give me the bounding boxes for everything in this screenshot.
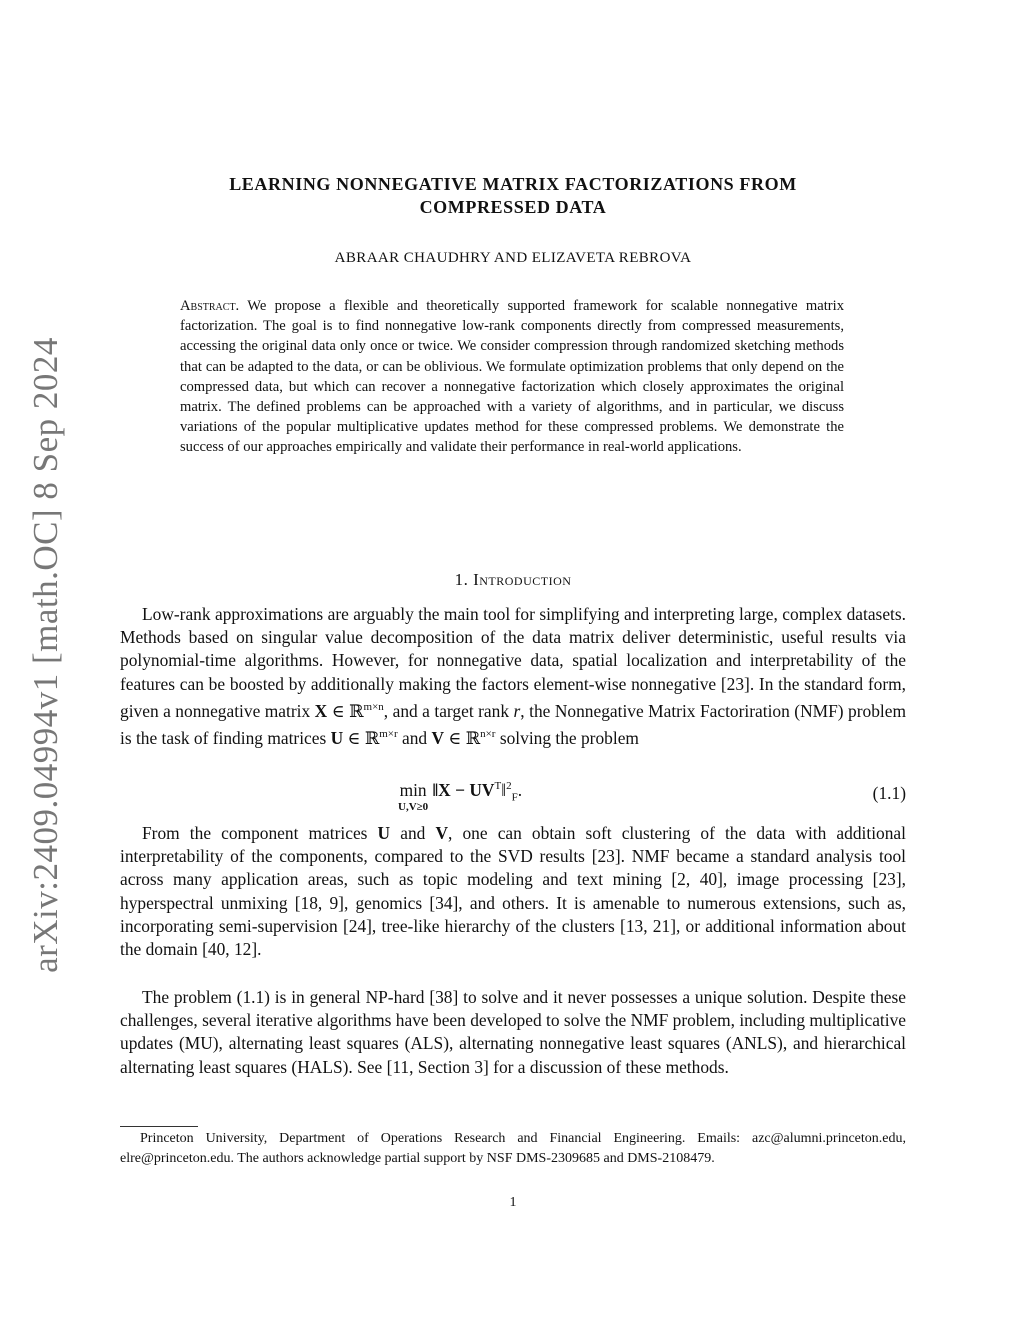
paper-title	[120, 173, 906, 219]
title-line-2: COMPRESSED DATA	[419, 197, 607, 217]
equation-min-operator	[398, 780, 428, 813]
eq-norm-close: ‖	[501, 780, 507, 800]
math-symbol-U-2: U	[377, 823, 391, 843]
footnote-divider	[120, 1126, 198, 1127]
abstract-label: Abstract.	[180, 298, 240, 314]
eq-min-text: min	[399, 780, 427, 800]
eq-norm-expression: ‖X − UV	[432, 780, 495, 800]
intro-p1-text-a: Low-rank approximations are arguably the main tool for simplifying and interpreting large, complex datasets. Methods based on singular value decomposition of the data matrix deliver deterministic, useful results via polynomial-time algorithms. However, for nonnegative data, spatial localization and interpretability of the features can be boosted by additionally making the factors element-wise nonnegative [23]. In the standard form, given a nonnegative matrix	[120, 604, 906, 721]
math-in-reals-3: ∈ ℝ	[448, 727, 481, 748]
math-in-reals: ∈ ℝ	[331, 700, 364, 721]
intro-p1-text-d: and	[402, 727, 428, 748]
math-in-reals-2: ∈ ℝ	[347, 727, 380, 748]
author-list: ABRAAR CHAUDHRY AND ELIZAVETA REBROVA	[334, 250, 692, 266]
math-symbol-V: V	[431, 727, 445, 748]
abstract	[180, 296, 844, 458]
equation-body	[398, 780, 522, 813]
eq-transpose: T	[494, 780, 502, 793]
section-title: Introduction	[473, 570, 572, 589]
equation-1-1	[120, 780, 906, 816]
intro-p2-text-b: , one can obtain soft clustering of the data with additional interpretability of the components, compared to the SVD results [23]. NMF became a standard analysis tool across many application areas, such as topic modeling and text mining [2, 40], image processing [23], hyperspectral unmixing [18, 9], genomics [34], and others. It is amenable to numerous extensions, such as, incorporating semi-supervision [24], tree-like hierarchy of the clusters [13, 21], or additional information about the domain [40, 12].	[120, 823, 906, 960]
intro-p1-text-e: solving the problem	[499, 727, 639, 748]
math-symbol-V-2: V	[435, 823, 449, 843]
abstract-text: We propose a flexible and theoretically supported framework for scalable nonnegative matrix factorization. The goal is to find nonnegative low-rank components directly from compressed measurements, accessing the original data only once or twice. We consider compression through randomized sketching methods that can be adapted to the data, or can be oblivious. We formulate optimization problems that only depend on the compressed data, but which can recover a nonnegative factorization which closely approximates the original matrix. The defined problems can be approached with a variety of algorithms, and in particular, we discuss variations of the popular multiplicative updates method for these compressed problems. We demonstrate the success of our approaches empirically and validate their performance in real-world applications.	[180, 298, 844, 456]
math-symbol-X: X	[314, 700, 328, 721]
page-number: 1	[509, 1195, 517, 1210]
footnote: Princeton University, Department of Operations Research and Financial Engineering. Emails: azc@alumni.princeton.edu, elre@princeton.edu. The authors acknowledge partial support by NSF DMS-2309685 and DMS-2108479.	[120, 1131, 906, 1166]
math-symbol-r: r	[513, 700, 521, 721]
section-number: 1.	[454, 570, 469, 589]
intro-paragraph-3: The problem (1.1) is in general NP-hard [38] to solve and it never possesses a unique solution. Despite these challenges, several iterative algorithms have been developed to solve the NMF problem, including multiplicative updates (MU), alternating least squares (ALS), alternating nonnegative least squares (ANLS), and hierarchical alternating least squares (HALS). See [11, Section 3] for a discussion of these methods.	[120, 987, 906, 1077]
intro-p2-and: and	[400, 823, 426, 843]
arxiv-identifier-stamp	[8, 337, 84, 973]
math-dim-mxn: m×n	[363, 700, 384, 713]
math-symbol-U: U	[330, 727, 344, 748]
intro-paragraph-1	[120, 603, 906, 750]
eq-square: 2	[506, 780, 512, 793]
eq-frobenius: F	[511, 791, 518, 804]
title-line-1: LEARNING NONNEGATIVE MATRIX FACTORIZATIONS FROM	[229, 174, 797, 194]
intro-paragraph-2	[120, 822, 906, 961]
math-dim-mxr: m×r	[379, 727, 398, 740]
equation-number: (1.1)	[872, 783, 906, 803]
section-heading	[120, 570, 906, 590]
eq-period: .	[517, 780, 523, 800]
arxiv-id-text: arXiv:2409.04994v1 [math.OC] 8 Sep 2024	[26, 337, 66, 973]
intro-p2-text-a: From the component matrices	[142, 823, 368, 843]
eq-min-subscript: U,V≥0	[398, 801, 429, 813]
intro-p1-text-b: , and a target rank	[383, 700, 510, 721]
intro-p1-text-c: , the Nonnegative Matrix Factoriration (NMF) problem is the task of finding matrices	[120, 700, 906, 748]
math-dim-nxr: n×r	[480, 727, 496, 740]
